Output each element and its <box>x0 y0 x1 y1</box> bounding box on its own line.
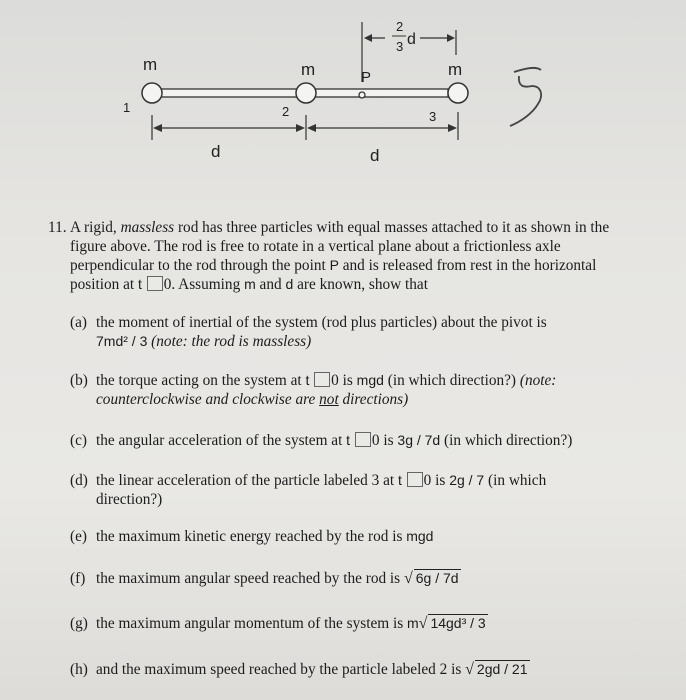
radical-sign: √ <box>403 570 413 587</box>
mass-symbol: m <box>244 276 256 292</box>
part-c <box>70 431 590 450</box>
part-text: the maximum kinetic energy reached by the rod is <box>96 528 407 545</box>
time-value: 0 <box>331 372 339 389</box>
part-label: (h) <box>70 661 88 678</box>
distance-symbol: d <box>285 276 294 292</box>
equals-glyph-box <box>355 432 371 447</box>
part-note-emphasis: not <box>319 391 339 408</box>
mass-label-3: m <box>448 60 463 79</box>
part-text: the torque acting on the system at <box>96 372 306 389</box>
time-value: 0 <box>163 276 172 293</box>
intro-text: rod has three particles with equal masses attached to it as shown in the figure above. The rod is free to rotate in a vertical plane about a frictionless axle perpendicular to the rod through the point <box>70 219 610 274</box>
answer-expression: 2gd / 21 <box>476 661 528 677</box>
mass-label-2: m <box>301 60 316 79</box>
mass-symbol: m <box>407 615 419 631</box>
part-text: the moment of inertial of the system (rod plus particles) about the pivot is <box>96 314 547 331</box>
particle-number-2: 2 <box>282 104 290 119</box>
handwritten-mark <box>510 68 541 126</box>
answer-expression: 2g / 7 <box>449 472 485 488</box>
part-a <box>70 313 590 351</box>
particle-number-1: 1 <box>123 100 131 115</box>
time-symbol: t <box>346 432 351 448</box>
bottom-dimensions <box>152 112 458 140</box>
top-dimension <box>362 19 456 82</box>
part-text: the maximum angular momentum of the system is <box>96 615 407 632</box>
part-note: (note: <box>519 372 557 389</box>
answer-expression: 14gd³ / 3 <box>430 615 486 631</box>
intro-text: and <box>255 276 286 293</box>
pivot-label: P <box>361 69 372 86</box>
time-value: 0 <box>371 432 380 449</box>
pivot-symbol: P <box>329 257 339 273</box>
part-label: (g) <box>70 615 88 632</box>
distance-label-2: d <box>370 146 380 165</box>
radical-sign: √ <box>465 661 474 678</box>
intro-text: are known, show that <box>293 276 428 293</box>
answer-expression: 7md² / 3 <box>96 333 148 349</box>
part-text: (in which direction?) <box>440 432 573 449</box>
answer-expression: mgd <box>356 372 384 388</box>
particle-1 <box>142 83 162 103</box>
mass-label-1: m <box>143 55 158 74</box>
part-label: (f) <box>70 570 86 587</box>
part-label: (b) <box>70 372 88 389</box>
time-symbol: t <box>397 472 402 488</box>
part-h <box>70 660 590 679</box>
distance-label-1: d <box>211 142 221 161</box>
part-b <box>70 371 590 409</box>
particle-number-3: 3 <box>429 109 437 124</box>
part-text: direction?) <box>96 491 163 508</box>
part-label: (e) <box>70 528 87 545</box>
pivot-point <box>359 92 365 98</box>
part-label: (d) <box>70 472 88 489</box>
answer-expression: 3g / 7d <box>397 432 441 448</box>
part-text: is <box>338 372 357 389</box>
radical-sign: √ <box>418 615 428 632</box>
equals-glyph-box <box>407 472 423 487</box>
part-text: (in which direction?) <box>383 372 520 389</box>
part-note: (note: the rod is massless) <box>147 333 312 350</box>
problem-number: 11. <box>48 219 67 236</box>
problem-statement <box>70 218 648 294</box>
intro-text: and is released from rest in the horizontal position at <box>70 257 597 293</box>
part-f <box>70 569 590 588</box>
part-text: the linear acceleration of the particle labeled 3 at <box>96 472 398 489</box>
part-d <box>70 471 590 509</box>
part-note: counterclockwise and clockwise are <box>96 391 320 408</box>
time-symbol: t <box>305 372 310 388</box>
part-e <box>70 527 590 546</box>
part-text: is <box>431 472 450 489</box>
part-label: (a) <box>70 314 87 331</box>
rod-diagram <box>0 0 686 200</box>
top-dim-numerator: 2 <box>396 19 404 34</box>
part-text: the maximum angular speed reached by the rod is <box>96 570 404 587</box>
part-note: directions) <box>338 391 409 408</box>
intro-text: A rigid, <box>70 219 121 236</box>
top-dim-variable: d <box>407 31 416 48</box>
part-text: (in which <box>488 472 547 489</box>
top-dim-denominator: 3 <box>396 39 404 54</box>
equals-glyph-box <box>147 276 163 291</box>
part-g <box>70 614 590 633</box>
equals-glyph-box <box>314 372 330 387</box>
part-text: is <box>379 432 398 449</box>
part-text: the angular acceleration of the system at <box>96 432 347 449</box>
time-symbol: t <box>138 276 142 292</box>
intro-text: . Assuming <box>171 276 245 293</box>
particle-2 <box>296 83 316 103</box>
part-label: (c) <box>70 432 87 449</box>
answer-expression: 6g / 7d <box>415 570 459 586</box>
intro-emphasis: massless <box>120 219 175 236</box>
problem-intro <box>48 218 648 294</box>
part-text: and the maximum speed reached by the particle labeled 2 is <box>96 661 466 678</box>
answer-expression: mgd <box>406 528 434 544</box>
time-value: 0 <box>423 472 432 489</box>
particle-3 <box>448 83 468 103</box>
problem-11 <box>48 218 648 294</box>
